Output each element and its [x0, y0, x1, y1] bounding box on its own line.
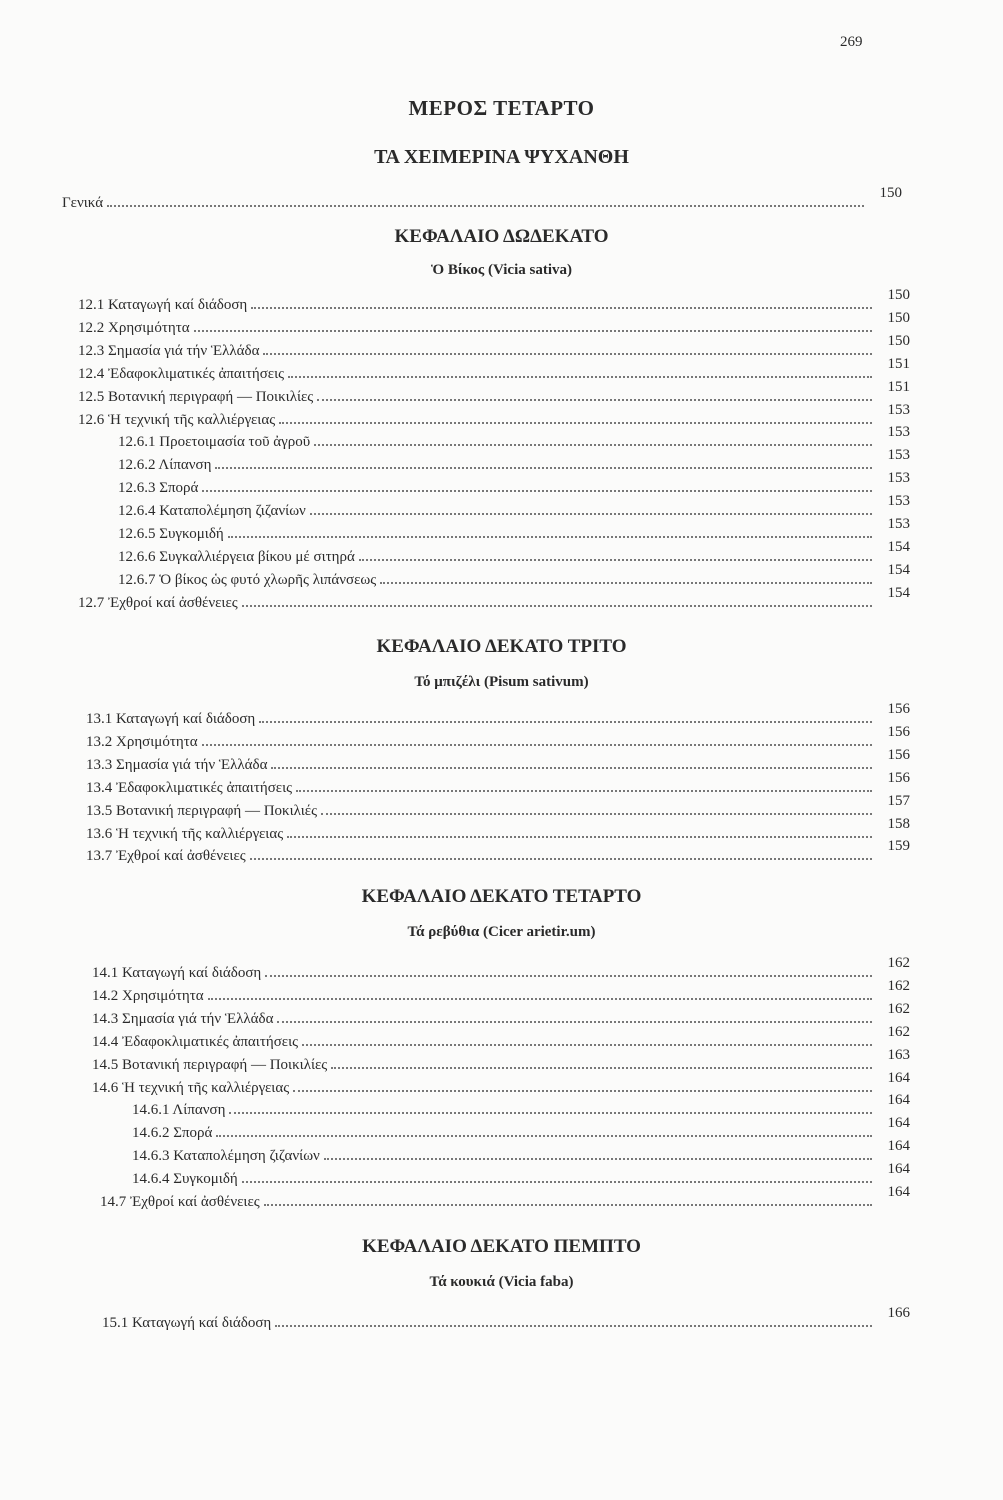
toc-entry-label: 12.6.1 Προετοιμασία τοῦ ἀγροῦ: [118, 434, 311, 451]
toc-entry: [118, 538, 910, 568]
toc-entry: [86, 769, 910, 799]
toc-entry: [92, 977, 910, 1007]
dot-leader: [314, 443, 872, 446]
toc-entry-label: 12.7 Ἐχθροί καί ἀσθένειες: [78, 594, 238, 611]
toc-entry-page: 151: [887, 355, 910, 372]
dot-leader: [263, 352, 872, 355]
toc-entry-page: 164: [887, 1069, 910, 1086]
toc-entry-label: 14.5 Βοτανική περιγραφή — Ποικιλίες: [92, 1056, 328, 1073]
toc-entry-page: 164: [887, 1138, 910, 1155]
dot-leader: [310, 512, 872, 515]
toc-entry-label: 14.4 Ἐδαφοκλιματικές ἀπαιτήσεις: [92, 1033, 299, 1050]
toc-entry-page: 162: [887, 955, 910, 971]
chapter-title: ΚΕΦΑΛΑΙΟ ΔΕΚΑΤΟ ΠΕΜΠΤΟ: [362, 1236, 641, 1257]
toc-entry-page: 162: [887, 977, 910, 994]
toc-entry-page: 153: [887, 424, 910, 441]
toc-entry-label: 12.2 Χρησιμότητα: [78, 319, 190, 336]
toc-entry-label: 12.6 Ἡ τεχνική τῆς καλλιέργειας: [78, 411, 276, 428]
dot-leader: [107, 204, 864, 207]
dot-leader: [293, 1089, 872, 1092]
toc-entry-label: 14.3 Σημασία γιά τήν Ἑλλάδα: [92, 1010, 274, 1027]
dot-leader: [242, 604, 872, 607]
dot-leader: [331, 1066, 872, 1069]
toc-entry-label: 12.6.5 Συγκομιδή: [118, 526, 224, 542]
toc-entry: [78, 332, 910, 362]
toc-entry-page: 153: [887, 447, 910, 464]
toc-entry-label: 13.2 Χρησιμότητα: [86, 733, 198, 750]
toc-entry: [92, 955, 910, 984]
toc-entry-page: 150: [887, 332, 910, 349]
toc-entry-page: 158: [887, 815, 910, 832]
toc-entry-label: 14.6 Ἡ τεχνική τῆς καλλιέργειας: [92, 1079, 290, 1096]
dot-leader: [250, 857, 872, 860]
toc-entry: [86, 723, 910, 753]
toc-entry: [86, 792, 910, 822]
toc-entry-label: 14.6.2 Σπορά: [132, 1125, 213, 1142]
chapter-title: ΚΕΦΑΛΑΙΟ ΔΩΔΕΚΑΤΟ: [394, 226, 609, 247]
toc-entry-page: 162: [887, 1000, 910, 1017]
toc-entry-page: 156: [887, 701, 910, 717]
toc-entry: [92, 1023, 910, 1053]
toc-entry: [132, 1138, 910, 1167]
toc-entry-page: 150: [887, 287, 910, 303]
toc-entry-label: 14.6.4 Συγκομιδή: [132, 1171, 238, 1188]
dot-leader: [296, 789, 872, 792]
toc-entry-label: 12.6.3 Σπορά: [118, 480, 199, 497]
toc-entry: [78, 309, 910, 339]
dot-leader: [324, 1157, 872, 1160]
toc-entry-page: 153: [887, 516, 910, 532]
dot-leader: [302, 1043, 872, 1046]
toc-entry: [118, 516, 910, 545]
dot-leader: [287, 835, 872, 838]
toc-entry-label: 15.1 Καταγωγή καί διάδοση: [102, 1315, 272, 1331]
toc-entry-page: 157: [887, 792, 910, 809]
dot-leader: [259, 720, 872, 723]
toc-entry-page: 156: [887, 723, 910, 740]
toc-entry-label: 12.6.2 Λίπανση: [118, 457, 212, 474]
toc-entry: [132, 1115, 910, 1144]
dot-leader: [321, 812, 872, 815]
dot-leader: [380, 581, 872, 584]
toc-entry-page: 166: [887, 1305, 910, 1321]
toc-entry-general: [62, 185, 902, 214]
chapter-title: ΚΕΦΑΛΑΙΟ ΔΕΚΑΤΟ ΤΡΙΤΟ: [376, 636, 627, 657]
toc-entry-label: 12.6.4 Καταπολέμηση ζιζανίων: [118, 503, 306, 520]
toc-entry: [132, 1161, 910, 1190]
toc-entry: [118, 447, 910, 476]
toc-entry: [78, 355, 910, 385]
dot-leader: [228, 535, 872, 538]
toc-entry-page: 162: [887, 1023, 910, 1040]
toc-entry: [78, 287, 910, 316]
dot-leader: [275, 1324, 872, 1327]
dot-leader: [317, 398, 872, 401]
toc-entry-page: 156: [887, 769, 910, 786]
toc-entry: [118, 424, 910, 453]
toc-entry-label: 14.1 Καταγωγή καί διάδοση: [92, 965, 262, 981]
dot-leader: [277, 1020, 872, 1023]
dot-leader: [202, 489, 872, 492]
dot-leader: [271, 766, 872, 769]
toc-entry-page: 150: [879, 185, 902, 201]
dot-leader: [194, 329, 872, 332]
toc-entry-page: 164: [887, 1092, 910, 1109]
toc-entry-label: 13.5 Βοτανική περιγραφή — Ποκιλιές: [86, 802, 318, 819]
dot-leader: [288, 375, 872, 378]
toc-entry-page: 163: [887, 1046, 910, 1063]
dot-leader: [251, 306, 872, 309]
toc-entry-label: 12.6.7 Ὁ βίκος ὡς φυτό χλωρῆς λιπάνσεως: [118, 571, 377, 588]
toc-entry: [92, 1069, 910, 1099]
dot-leader: [216, 1134, 872, 1137]
dot-leader: [208, 997, 872, 1000]
toc-entry-page: 154: [887, 561, 910, 578]
toc-entry-page: 156: [887, 746, 910, 763]
toc-entry: [92, 1000, 910, 1030]
toc-entry-page: 164: [887, 1115, 910, 1132]
toc-entry: [86, 746, 910, 776]
toc-entry-label: 12.3 Σημασία γιά τήν Ἑλλάδα: [78, 342, 260, 359]
toc-entry: [118, 493, 910, 522]
toc-entry: [118, 561, 910, 591]
toc-entry: [78, 584, 910, 614]
toc-entry-page: 153: [887, 493, 910, 510]
toc-entry: [86, 838, 910, 867]
toc-entry-label: 14.6.1 Λίπανση: [132, 1102, 226, 1119]
toc-entry-page: 153: [887, 470, 910, 487]
toc-entry-page: 151: [887, 378, 910, 395]
dot-leader: [279, 421, 872, 424]
toc-entry-page: 153: [887, 401, 910, 418]
page-number: 269: [840, 34, 863, 50]
dot-leader: [229, 1111, 872, 1114]
chapter-subtitle: Τό μπιζέλι (Pisum sativum): [414, 674, 589, 690]
toc-entry-label: Γενικά: [62, 195, 104, 211]
toc-entry-label: 12.6.6 Συγκαλλιέργεια βίκου μέ σιτηρά: [118, 548, 355, 565]
dot-leader: [202, 743, 872, 746]
chapter-subtitle: Τά ρεβύθια (Cicer arietir.um): [407, 924, 596, 940]
toc-entry-label: 14.7 Ἐχθροί καί ἀσθένειες: [100, 1194, 260, 1210]
toc-entry: [86, 815, 910, 845]
chapter-subtitle: Τά κουκιά (Vicia faba): [429, 1274, 574, 1290]
part-title: ΜΕΡΟΣ ΤΕΤΑΡΤΟ: [408, 96, 595, 120]
toc-entry: [118, 470, 910, 499]
toc-entry-label: 13.7 Ἐχθροί καί ἀσθένειες: [86, 848, 246, 865]
chapter-subtitle: Ὁ Βίκος (Vicia sativa): [430, 262, 573, 278]
toc-entry-page: 159: [887, 838, 910, 855]
toc-entry-page: 154: [887, 538, 910, 555]
toc-entry-page: 154: [887, 584, 910, 601]
toc-entry-label: 12.4 Ἐδαφοκλιματικές ἀπαιτήσεις: [78, 365, 285, 382]
toc-entry: [78, 401, 910, 431]
toc-entry-page: 150: [887, 309, 910, 326]
dot-leader: [242, 1180, 872, 1183]
dot-leader: [215, 466, 872, 469]
toc-entry-page: 164: [887, 1184, 910, 1200]
toc-entry: [132, 1092, 910, 1121]
toc-entry: [100, 1184, 910, 1213]
toc-entry: [78, 378, 910, 408]
toc-entry: [102, 1305, 910, 1334]
toc-entry-label: 13.4 Ἐδαφοκλιματικές ἀπαιτήσεις: [86, 779, 293, 796]
dot-leader: [264, 1203, 872, 1206]
toc-entry-label: 12.5 Βοτανική περιγραφή — Ποικιλίες: [78, 388, 314, 405]
dot-leader: [359, 558, 872, 561]
toc-entry-label: 13.1 Καταγωγή καί διάδοση: [86, 711, 256, 727]
toc-entry: [86, 701, 910, 730]
part-subtitle: ΤΑ ΧΕΙΜΕΡΙΝΑ ΨΥΧΑΝΘΗ: [374, 146, 629, 168]
toc-entry-label: 14.6.3 Καταπολέμηση ζιζανίων: [132, 1148, 320, 1165]
toc-entry-page: 164: [887, 1161, 910, 1178]
toc-entry-label: 13.3 Σημασία γιά τήν Ἑλλάδα: [86, 756, 268, 773]
toc-entry-label: 13.6 Ἡ τεχνική τῆς καλλιέργειας: [86, 825, 284, 842]
chapter-title: ΚΕΦΑΛΑΙΟ ΔΕΚΑΤΟ ΤΕΤΑΡΤΟ: [361, 886, 642, 907]
toc-entry-label: 14.2 Χρησιμότητα: [92, 987, 204, 1004]
dot-leader: [265, 974, 872, 977]
toc-entry-label: 12.1 Καταγωγή καί διάδοση: [78, 297, 248, 313]
toc-entry: [92, 1046, 910, 1076]
